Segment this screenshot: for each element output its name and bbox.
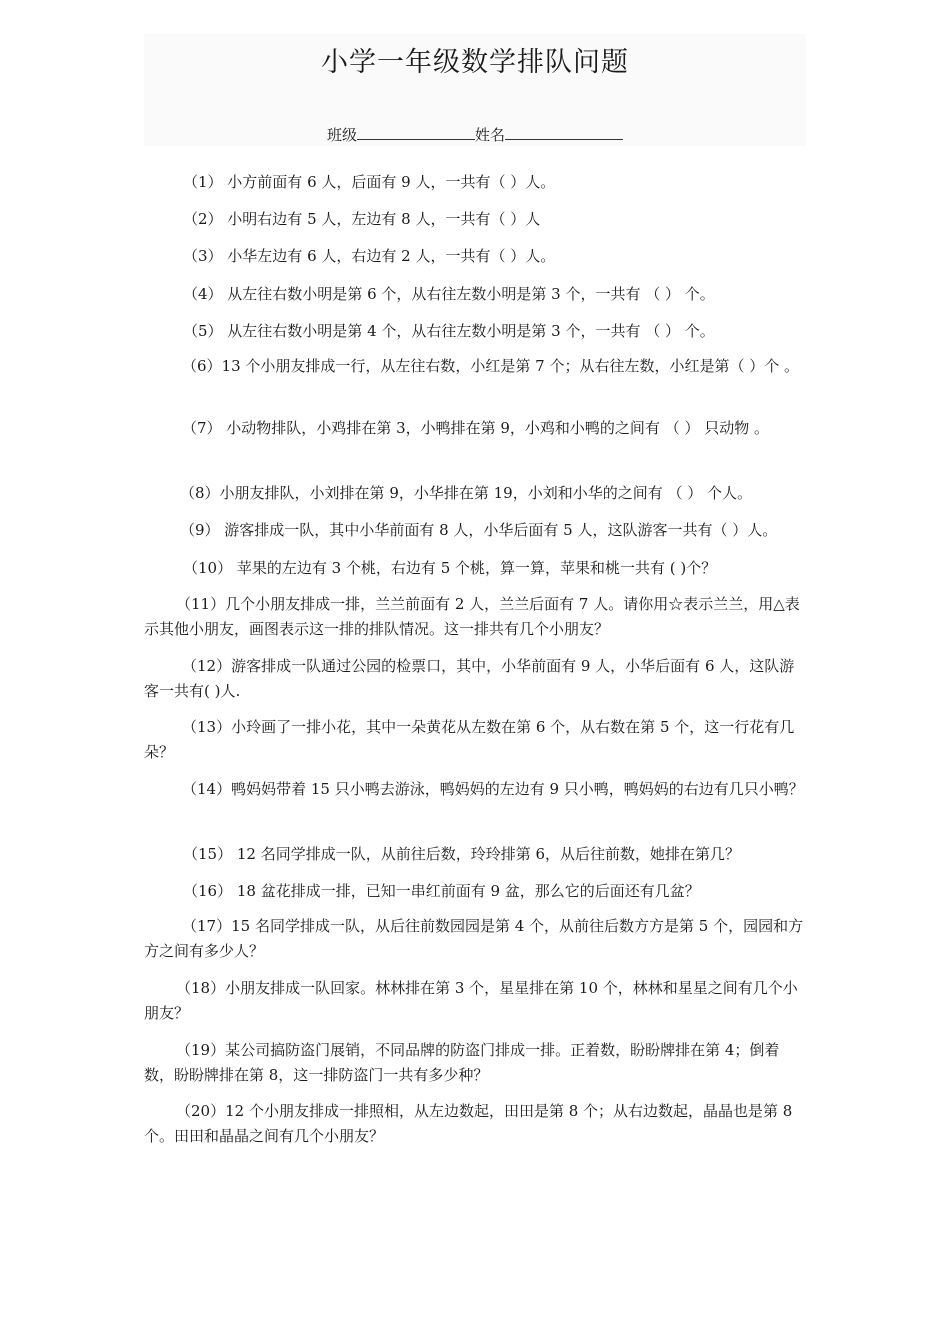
question-2: （2） 小明右边有 5 人，左边有 8 人，一共有（ ）人	[183, 210, 541, 228]
question-4: （4） 从左往右数小明是第 6 个，从右往左数小明是第 3 个，一共有 （ ） 个。	[183, 285, 715, 303]
page-title: 小学一年级数学排队问题	[321, 47, 629, 78]
question-19: （19）某公司搞防盗门展销，不同品牌的防盗门排成一排。正着数，盼盼牌排在第 4；倒着数，盼盼牌排在第 8，这一排防盗门一共有多少种？	[144, 1041, 780, 1084]
question-14: （14）鸭妈妈带着 15 只小鸭去游泳，鸭妈妈的左边有 9 只小鸭，鸭妈妈的右边有几只小鸭？	[182, 780, 804, 798]
question-1: （1） 小方前面有 6 人，后面有 9 人，一共有（ ）人。	[183, 173, 556, 191]
question-9: （9） 游客排成一队，其中小华前面有 8 人，小华后面有 5 人，这队游客一共有（ ）人。	[180, 521, 778, 539]
class-label: 班级	[326, 126, 357, 144]
name-label: 姓名	[475, 126, 506, 144]
question-20: （20）12 个小朋友排成一排照相，从左边数起，田田是第 8 个；从右边数起，晶晶也是第 8 个。田田和晶晶之间有几个小朋友？	[144, 1102, 793, 1145]
question-5: （5） 从左往右数小明是第 4 个，从右往左数小明是第 3 个，一共有 （ ） 个。	[183, 322, 715, 340]
question-11: （11）几个小朋友排成一排，兰兰前面有 2 人，兰兰后面有 7 人。请你用☆表示兰兰，用△表示其他小朋友，画图表示这一排的排队情况。这一排共有几个小朋友？	[144, 595, 800, 638]
question-7: （7） 小动物排队，小鸡排在第 3，小鸭排在第 9，小鸡和小鸭的之间有 （ ） 只动物 。	[182, 419, 770, 437]
question-15: （15） 12 名同学排成一队，从前往后数，玲玲排第 6，从后往前数，她排在第几？	[183, 845, 741, 863]
question-12: （12）游客排成一队通过公园的检票口，其中，小华前面有 9 人，小华后面有 6 人，这队游客一共有( )人.	[144, 657, 795, 700]
question-18: （18）小朋友排成一队回家。林林排在第 3 个，星星排在第 10 个，林林和星星之间有几个小朋友？	[144, 979, 798, 1022]
question-10: （10） 苹果的左边有 3 个桃，右边有 5 个桃，算一算，苹果和桃一共有 ( )个？	[183, 559, 717, 577]
question-17: （17）15 名同学排成一队，从后往前数园园是第 4 个，从前往后数方方是第 5 个，园园和方方之间有多少人？	[144, 917, 804, 960]
class-name-line	[0, 124, 950, 145]
question-6: （6）13 个小朋友排成一行，从左往右数，小红是第 7 个；从右往左数，小红是第（ ）个 。	[182, 357, 800, 375]
question-16: （16） 18 盆花排成一排，已知一串红前面有 9 盆，那么它的后面还有几盆？	[183, 882, 700, 900]
name-blank	[505, 125, 623, 140]
class-blank	[357, 125, 475, 140]
question-3: （3） 小华左边有 6 人，右边有 2 人，一共有（ ）人。	[183, 247, 556, 265]
question-13: （13）小玲画了一排小花，其中一朵黄花从左数在第 6 个，从右数在第 5 个，这一行花有几朵？	[144, 718, 795, 761]
question-8: （8）小朋友排队，小刘排在第 9，小华排在第 19，小刘和小华的之间有 （ ） 个人。	[180, 484, 753, 502]
